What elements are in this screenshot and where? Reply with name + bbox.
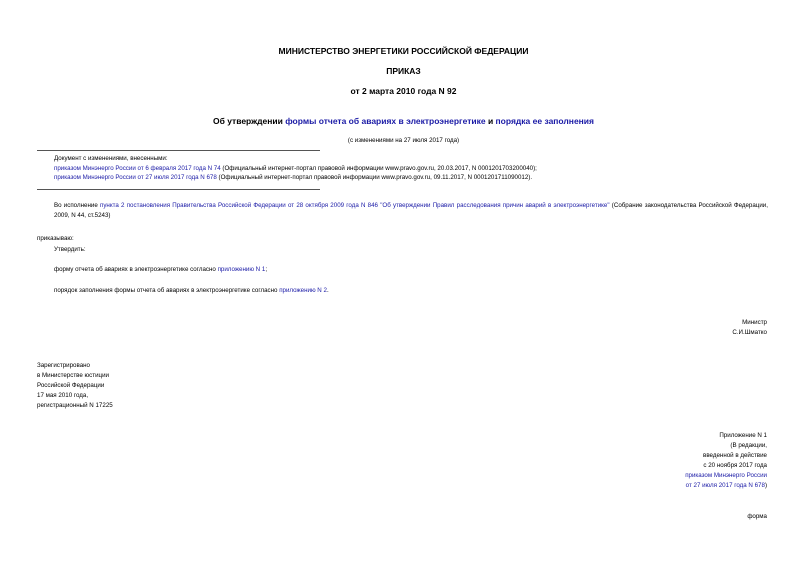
registration-line: Зарегистрировано	[37, 362, 90, 369]
document-title	[0, 116, 807, 126]
order-date: от 2 марта 2010 года N 92	[350, 86, 457, 96]
title-link-form[interactable]: формы отчета об авариях в электроэнергетике	[285, 116, 486, 126]
title-link-procedure[interactable]: порядка ее заполнения	[495, 116, 594, 126]
change-item	[54, 164, 774, 174]
basis-link[interactable]: пункта 2 постановления Правительства Российской Федерации от 28 октября 2009 года N 846 "Об утверждении Правил расследования причин аварий в электроэнергетике"	[99, 202, 610, 209]
order-word: приказываю:	[37, 235, 74, 242]
form-label: форма	[747, 513, 767, 520]
change-item	[54, 173, 774, 183]
change-text-1: (Официальный интернет-портал правовой информации www.pravo.gov.ru, 20.03.2017, N 0001201703200040);	[220, 164, 537, 172]
item1-end: ;	[265, 266, 268, 273]
change-text-2: (Официальный интернет-портал правовой информации www.pravo.gov.ru, 09.11.2017, N 0001201711090012).	[216, 174, 533, 182]
registration-line: 17 мая 2010 года,	[37, 392, 89, 399]
signature-position: Министр	[742, 319, 767, 326]
title-prefix: Об утверждении	[213, 116, 286, 126]
changes-note: (с изменениями на 27 июля 2017 года)	[347, 137, 460, 144]
registration-line: Российской Федерации	[37, 382, 105, 389]
title-mid: и	[485, 116, 496, 126]
appendix-line: (В редакции,	[730, 442, 767, 449]
approve-word: Утвердить:	[54, 246, 86, 253]
appendix-order-date-link[interactable]: от 27 июля 2017 года N 678	[685, 482, 765, 489]
divider-bottom	[37, 189, 320, 190]
basis-prefix: Во исполнение	[54, 202, 100, 209]
appendix-header	[685, 431, 767, 491]
signature-name: С.И.Шматко	[732, 329, 767, 336]
registration-line: регистрационный N 17225	[37, 402, 113, 409]
appendix-order-link[interactable]: приказом Минэнерго России	[685, 472, 767, 479]
registration-line: в Министерстве юстиции	[37, 372, 110, 379]
basis-suffix: (Собрание законодательства Российской Федерации, 2009, N 44, ст.5243)	[54, 202, 768, 219]
appendix-1-link[interactable]: приложению N 1	[217, 266, 266, 273]
item2-text: порядок заполнения формы отчета об авариях в электроэнергетике согласно	[54, 287, 280, 294]
item2-end: .	[326, 287, 329, 294]
registration-block	[37, 361, 113, 411]
signature-block	[732, 318, 767, 338]
appendix-close: )	[764, 482, 767, 489]
appendix-line: с 20 ноября 2017 года	[703, 462, 767, 469]
divider-top	[37, 150, 320, 151]
appendix-title: Приложение N 1	[719, 432, 767, 439]
changes-intro: Документ с изменениями, внесенными:	[54, 155, 168, 162]
basis-paragraph	[54, 201, 768, 221]
order-heading: ПРИКАЗ	[386, 66, 421, 76]
change-link-2[interactable]: приказом Минэнерго России от 27 июля 2017 года N 678	[54, 174, 217, 182]
item1-text: форму отчета об авариях в электроэнергетике согласно	[54, 266, 218, 273]
changes-block	[54, 154, 774, 183]
approve-item-2	[54, 286, 329, 296]
appendix-line: введенной в действие	[703, 452, 767, 459]
ministry-heading: МИНИСТЕРСТВО ЭНЕРГЕТИКИ РОССИЙСКОЙ ФЕДЕРАЦИИ	[278, 46, 529, 56]
change-link-1[interactable]: приказом Минэнерго России от 6 февраля 2017 года N 74	[54, 164, 221, 172]
approve-item-1	[54, 265, 267, 275]
appendix-2-link[interactable]: приложению N 2	[279, 287, 327, 294]
